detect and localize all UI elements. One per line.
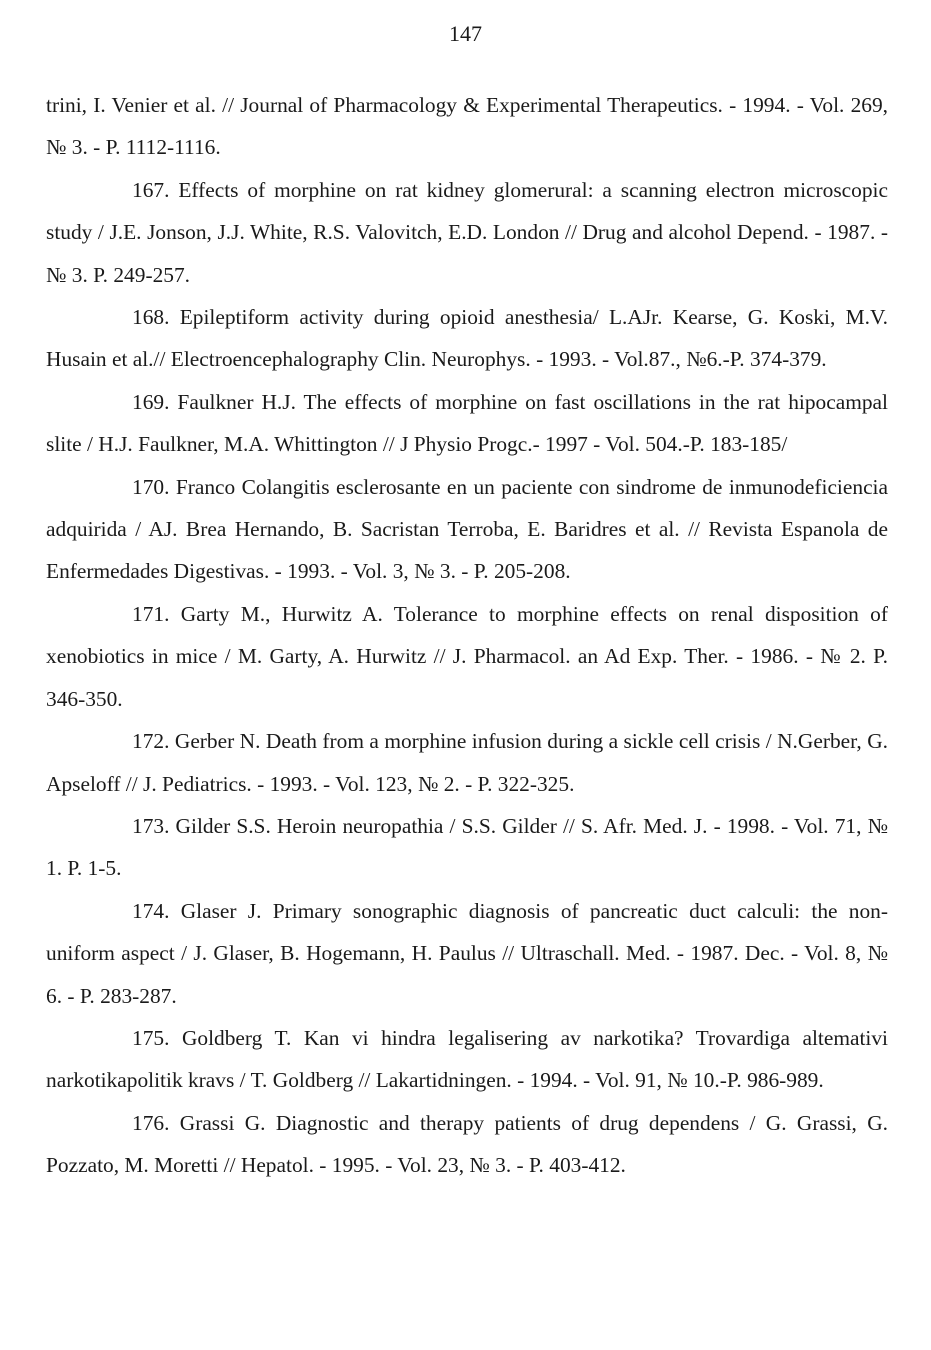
reference-list [46,84,888,1187]
reference-171: 171. Garty M., Hurwitz A. Tolerance to morphine effects on renal disposition of xenobiotics in mice / M. Garty, A. Hurwitz // J. Pharmacol. an Ad Exp. Ther. - 1986. - № 2. P. 346-350. [46,601,888,711]
reference-175: 175. Goldberg T. Kan vi hindra legalisering av narkotika? Trovardiga altemativi narkotikapolitik kravs / T. Goldberg // Lakartidningen. - 1994. - Vol. 91, № 10.-P. 986-989. [46,1025,888,1093]
page-number: 147 [449,21,482,46]
reference-174: 174. Glaser J. Primary sonographic diagnosis of pancreatic duct calculi: the non-uniform aspect / J. Glaser, B. Hogemann, H. Paulus // Ultraschall. Med. - 1987. Dec. - Vol. 8, № 6. - P. 283-287. [46,898,888,1008]
reference-172: 172. Gerber N. Death from a morphine infusion during a sickle cell crisis / N.Gerber, G. Apseloff // J. Pediatrics. - 1993. - Vol. 123, № 2. - P. 322-325. [46,729,888,796]
reference-167: 167. Effects of morphine on rat kidney glomerural: a scanning electron microscopic study / J.E. Jonson, J.J. White, R.S. Valovitch, E.D. London // Drug and alcohol Depend. - 1987. - № 3. P. 249-257. [46,177,888,287]
reference-173: 173. Gilder S.S. Heroin neuropathia / S.S. Gilder // S. Afr. Med. J. - 1998. - Vol. 71, № 1. P. 1-5. [46,813,888,881]
reference-168: 168. Epileptiform activity during opioid anesthesia/ L.AJr. Kearse, G. Koski, M.V. Husain et al.// Electroencephalography Clin. Neurophys. - 1993. - Vol.87., №6.-P. 374-379. [46,305,888,372]
reference-169: 169. Faulkner H.J. The effects of morphine on fast oscillations in the rat hipocampal slite / H.J. Faulkner, M.A. Whittington // J Physio Progc.- 1997 - Vol. 504.-P. 183-185/ [46,389,888,457]
reference-170: 170. Franco Colangitis esclerosante en un paciente con sindrome de inmunodeficiencia adquirida / AJ. Brea Hernando, B. Sacristan Terroba, E. Baridres et al. // Revista Espanola de Enfermedades Digestivas. - 1993. - Vol. 3, № 3. - P. 205-208. [46,474,888,584]
reference-176: 176. Grassi G. Diagnostic and therapy patients of drug dependens / G. Grassi, G. Pozzato, M. Moretti // Hepatol. - 1995. - Vol. 23, № 3. - P. 403-412. [46,1110,888,1178]
reference-166-continuation: trini, I. Venier et al. // Journal of Pharmacology & Experimental Therapeutics. - 1994. - Vol. 269, № 3. - P. 1112-1116. [46,93,888,160]
